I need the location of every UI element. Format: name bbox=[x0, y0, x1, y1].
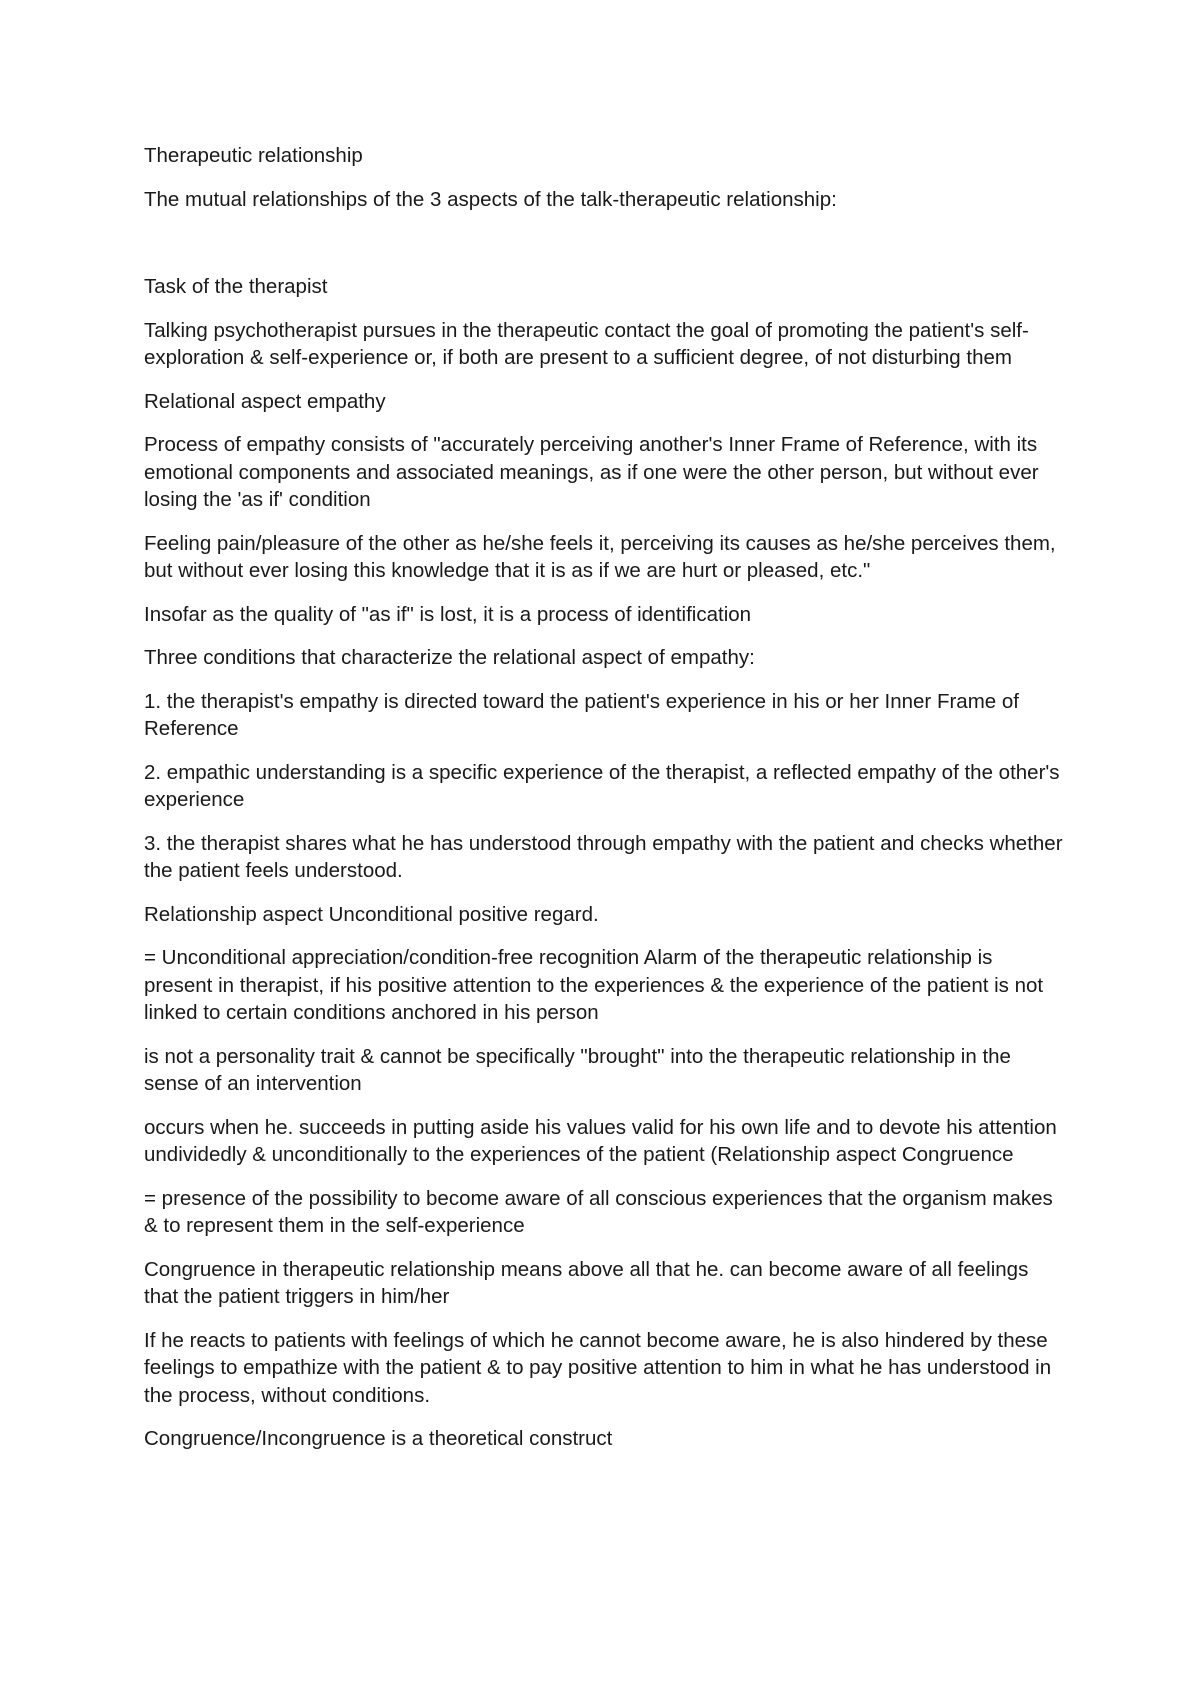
list-item: 2. empathic understanding is a specific experience of the therapist, a reflected empathy of the other's experience bbox=[144, 760, 1060, 811]
section-heading: Task of the therapist bbox=[144, 275, 328, 298]
paragraph: = presence of the possibility to become aware of all conscious experiences that the organism makes & to represent them in the self-experience bbox=[144, 1186, 1053, 1237]
document-body bbox=[144, 142, 1064, 1469]
paragraph: If he reacts to patients with feelings of which he cannot become aware, he is also hindered by these feelings to empathize with the patient & to pay positive attention to him in what he has understood in the process, without conditions. bbox=[144, 1328, 1052, 1407]
paragraph: = Unconditional appreciation/condition-free recognition Alarm of the therapeutic relationship is present in therapist, if his positive attention to the experiences & the experience of the patient is not linked to certain conditions anchored in his person bbox=[144, 946, 1044, 1024]
paragraph: Talking psychotherapist pursues in the therapeutic contact the goal of promoting the patient's self-exploration & self-experience or, if both are present to a sufficient degree, of not disturbing them bbox=[144, 318, 1029, 369]
paragraph: occurs when he. succeeds in putting aside his values valid for his own life and to devote his attention undividedly & unconditionally to the experiences of the patient (Relationship aspect Congruence bbox=[144, 1115, 1057, 1166]
paragraph: Insofar as the quality of "as if" is lost, it is a process of identification bbox=[144, 602, 752, 626]
list-item: 3. the therapist shares what he has understood through empathy with the patient and checks whether the patient feels understood. bbox=[144, 831, 1063, 882]
paragraph: The mutual relationships of the 3 aspects of the talk-therapeutic relationship: bbox=[144, 187, 837, 211]
paragraph: Congruence in therapeutic relationship means above all that he. can become aware of all feelings that the patient triggers in him/her bbox=[144, 1257, 1029, 1308]
paragraph: Feeling pain/pleasure of the other as he/she feels it, perceiving its causes as he/she perceives them, but without ever losing this knowledge that it is as if we are hurt or pleased, etc." bbox=[144, 531, 1056, 582]
paragraph: is not a personality trait & cannot be specifically "brought" into the therapeutic relationship in the sense of an intervention bbox=[144, 1044, 1011, 1095]
paragraph: Process of empathy consists of "accurately perceiving another's Inner Frame of Reference, with its emotional components and associated meanings, as if one were the other person, but without ever losing the 'as if' condition bbox=[144, 433, 1039, 511]
document-title: Therapeutic relationship bbox=[144, 144, 363, 167]
section-heading: Relational aspect empathy bbox=[144, 389, 386, 413]
list-item: 1. the therapist's empathy is directed toward the patient's experience in his or her Inner Frame of Reference bbox=[144, 689, 1019, 740]
paragraph: Congruence/Incongruence is a theoretical construct bbox=[144, 1427, 613, 1450]
paragraph: Three conditions that characterize the relational aspect of empathy: bbox=[144, 646, 755, 669]
section-heading: Relationship aspect Unconditional positive regard. bbox=[144, 902, 599, 926]
